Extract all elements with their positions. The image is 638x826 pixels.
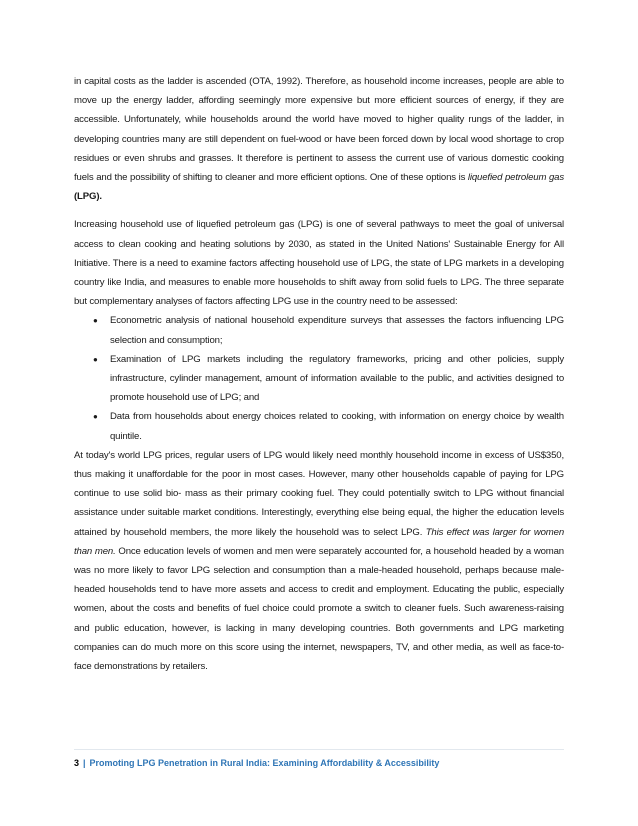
paragraph-1 [74,72,564,206]
paragraph-3-before: At today's world LPG prices, regular users of LPG would likely need monthly household income in excess of US$350, thus making it unaffordable for the poor in most cases. However, many other households capable of paying for LPG continue to use solid bio- mass as their primary cooking fuel. They could potentially switch to LPG without financial assistance under suitable market conditions. Interestingly, everything else being equal, the higher the education levels attained by household members, the more likely the household was to select LPG. [74,449,564,538]
paragraph-1-text: in capital costs as the ladder is ascended (OTA, 1992). Therefore, as household income increases, people are able to move up the energy ladder, affording seemingly more expensive but more efficient sources of energy, if they are accessible. Unfortunately, while households around the world have moved to higher quality rungs of the ladder, in developing countries many are still dependent on fuel-wood or have been forced down by local wood shortage to crop residues or even shrubs and grasses. It therefore is pertinent to assess the current use of various domestic cooking fuels and the possibility of shifting to cleaner and more efficient options. One of these options is [74,76,564,184]
bullet-item [93,311,564,349]
page-number: 3 [74,758,80,768]
bullet-icon: ● [93,316,98,326]
footer-divider [74,749,564,750]
paragraph-1-italic: liquefied petroleum gas [467,172,564,184]
bullet-text: Examination of LPG markets including the regulatory frameworks, pricing and other policies, supply infrastructure, cylinder management, amount of information available to the public, and activities designed to promote household use of LPG; and [110,353,564,404]
paragraph-2: Increasing household use of liquefied petroleum gas (LPG) is one of several pathways to meet the goal of universal access to clean cooking and heating solutions by 2030, as stated in the United Nations' Sustainable Energy for All Initiative. There is a need to examine factors affecting household use of LPG, the state of LPG markets in a developing country like India, and measures to enable more households to shift away from solid fuels to LPG. The three separate but complementary analyses of factors affecting LPG use in the country need to be assessed: [74,219,564,308]
paragraph-3-italic: This effect was larger for women than men. [74,526,565,557]
paragraph-1-bold: (LPG). [74,191,102,203]
bullet-icon: ● [93,412,98,422]
bullet-item [93,350,564,408]
body-text [74,72,564,676]
paragraph-3-after: Once education levels of women and men were separately accounted for, a household headed by a woman was no more likely to favor LPG selection and consumption than a male-headed household, perhaps because male- headed households tend to have more assets and access to credit and employment. Educating the public, especially women, about the costs and benefits of fuel choice could promote a switch to cleaner fuels. Such awareness-raising and public education, however, is lacking in many developing countries. Both governments and LPG marketing companies can do much more on this score using the internet, newspapers, TV, and other media, as well as face-to-face demonstrations by retailers. [74,545,564,673]
page-footer [74,756,574,770]
bullet-text: Econometric analysis of national household expenditure surveys that assesses the factors influencing LPG selection and consumption; [110,315,564,346]
footer-title: Promoting LPG Penetration in Rural India: Examining Affordability & Accessibility [89,758,440,768]
paragraph-3 [74,446,564,676]
bullet-icon: ● [93,354,98,364]
bullet-item [93,407,564,445]
bullet-text: Data from households about energy choices related to cooking, with information on energy choice by wealth quintile. [110,411,564,442]
footer-separator: | [83,758,86,768]
paragraph-gap [74,206,564,215]
bullet-list [74,311,564,445]
